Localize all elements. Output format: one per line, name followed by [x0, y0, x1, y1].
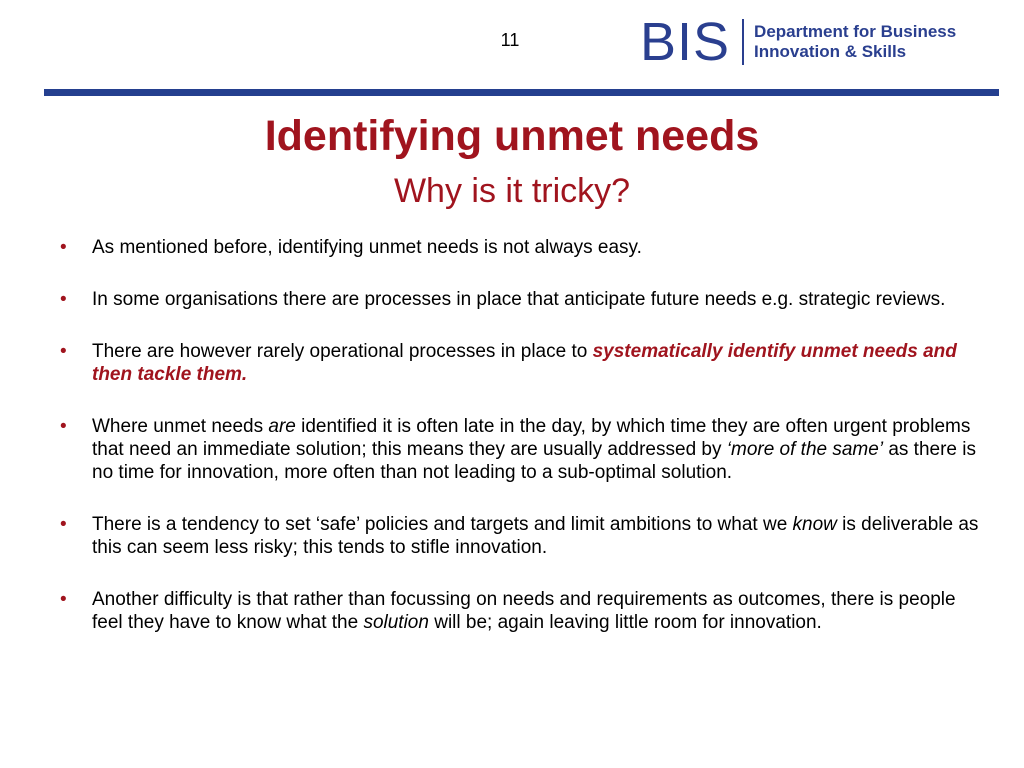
bullet-italic: ‘more of the same’ [726, 439, 884, 460]
bullet-item [60, 288, 980, 311]
bullet-marker: • [60, 237, 67, 258]
bullet-text: As mentioned before, identifying unmet needs is not always easy. [92, 237, 642, 258]
bullet-item [60, 513, 980, 559]
bullet-text: is deliverable as this can seem less risky; this tends to stifle innovation. [92, 514, 979, 558]
slide-subtitle: Why is it tricky? [393, 172, 631, 210]
bullet-text: will be; again leaving little room for innovation. [428, 612, 822, 633]
bullet-list [60, 236, 980, 663]
bis-logo [640, 14, 956, 70]
bullet-item [60, 588, 980, 634]
bullet-marker: • [60, 289, 67, 310]
bullet-marker: • [60, 341, 67, 362]
bullet-marker: • [60, 514, 67, 535]
bullet-italic: know [792, 514, 837, 535]
logo-text [754, 22, 956, 62]
bullet-text: identified it is often late in the day, by which time they are often urgent problems that need an immediate solution; this means they are usually addressed by [92, 416, 971, 460]
logo-mark: BIS [640, 12, 731, 72]
logo-divider [742, 19, 744, 65]
bullet-item [60, 236, 980, 259]
bullet-text: as there is no time for innovation, more often than not leading to a sub-optimal solution. [92, 439, 976, 483]
slide-title: Identifying unmet needs [264, 112, 760, 160]
bullet-item [60, 340, 980, 386]
bullet-marker: • [60, 416, 67, 437]
logo-line-1: Department for Business [754, 22, 957, 41]
bullet-marker: • [60, 589, 67, 610]
bullet-italic: solution [363, 612, 429, 633]
bullet-text: There is a tendency to set ‘safe’ policies and targets and limit ambitions to what we [92, 514, 793, 535]
bullet-item [60, 415, 980, 484]
bullet-emphasis: systematically identify unmet needs and then tackle them. [92, 341, 957, 385]
page-number: 11 [500, 30, 520, 50]
bullet-italic: are [268, 416, 296, 437]
header-rule [44, 89, 999, 96]
bullet-text: There are however rarely operational processes in place to [92, 341, 593, 362]
bullet-text: In some organisations there are processes in place that anticipate future needs e.g. strategic reviews. [92, 289, 946, 310]
bullet-text: Another difficulty is that rather than focussing on needs and requirements as outcomes, there is people feel they have to know what the [92, 589, 956, 633]
bullet-text: Where unmet needs [92, 416, 269, 437]
logo-line-2: Innovation & Skills [754, 42, 907, 61]
